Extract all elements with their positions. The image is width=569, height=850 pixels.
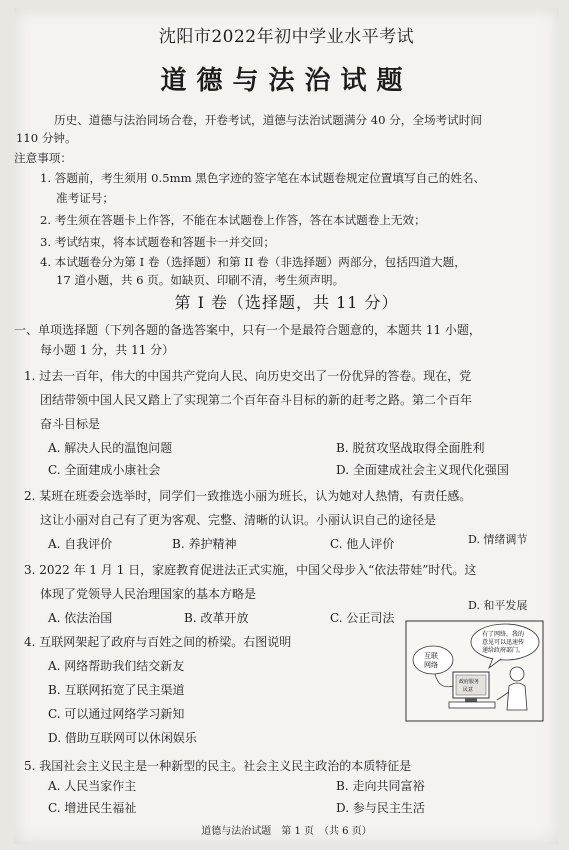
note-line-3: 2. 考生须在答题卡上作答，不能在本试题卷上作答，答在本试题卷上无效； xyxy=(40,213,426,227)
person-head xyxy=(510,667,524,681)
question-4-option-d: D. 借助互联网可以休闲娱乐 xyxy=(48,731,197,745)
internet-cloud xyxy=(413,646,453,674)
keyboard xyxy=(449,702,495,708)
page-footer: 道德与法治试题 第 1 页 （共 6 页） xyxy=(201,826,372,837)
question-3-line-1: 3. 2022 年 1 月 1 日，家庭教育促进法正式实施，中国父母步入“依法带娃”时代。这 xyxy=(24,563,477,577)
question-5-option-b: B. 走向共同富裕 xyxy=(336,779,425,793)
exam-page xyxy=(14,8,559,844)
screen-label-2: 民意 xyxy=(463,687,474,693)
notes-heading: 注意事项： xyxy=(14,151,72,165)
question-4-option-c: C. 可以通过网络学习新知 xyxy=(48,707,185,721)
question-3-line-2: 体现了党领导人民治理国家的基本方略是 xyxy=(40,587,257,601)
note-line-2: 准考证号； xyxy=(56,191,114,205)
question-1-line-2: 团结带领中国人民又踏上了实现第二个百年奋斗目标的新的赶考之路。第二个百年 xyxy=(40,393,473,407)
question-3-option-a: A. 依法治国 xyxy=(48,611,113,625)
note-line-1: 1. 答题前，考生须用 0.5mm 黑色字迹的签字笔在本试题卷规定位置填写自己的姓名、 xyxy=(40,171,486,185)
question-1-option-c: C. 全面建成小康社会 xyxy=(48,463,161,477)
bubble-line-3: 递给政府部门。 xyxy=(482,647,525,654)
question-4-line-1: 4. 互联网架起了政府与百姓之间的桥梁。右图说明 xyxy=(24,635,292,649)
section-instructions-2: 每小题 1 分，共 11 分） xyxy=(40,343,175,357)
question-2-option-c: C. 他人评价 xyxy=(330,537,395,551)
exam-name: 沈阳市2022年初中学业水平考试 xyxy=(158,27,415,47)
question-3-option-c: C. 公正司法 xyxy=(330,611,395,625)
section-instructions-1: 一、单项选择题（下列各题的备选答案中，只有一个是最符合题意的，本题共 11 小题， xyxy=(14,323,481,337)
monitor-stand xyxy=(465,698,477,702)
bubble-line-1: 有了网络，我的 xyxy=(482,631,525,638)
question-5-option-c: C. 增进民生福祉 xyxy=(48,801,137,815)
question-2-option-b: B. 养护精神 xyxy=(172,537,237,551)
question-4-option-a: A. 网络帮助我们结交新友 xyxy=(48,659,185,673)
question-2-option-a: A. 自我评价 xyxy=(48,537,113,551)
intro-line-1: 历史、道德与法治同场合卷，开卷考试，道德与法治试题满分 40 分，全场考试时间 xyxy=(54,113,482,127)
note-line-4: 3. 考试结束，将本试题卷和答题卡一并交回； xyxy=(40,235,276,249)
note-line-6: 17 道小题，共 6 页。如缺页、印刷不清，考生须声明。 xyxy=(56,273,345,287)
question-1-option-b: B. 脱贫攻坚战取得全面胜利 xyxy=(336,441,485,455)
question-1-option-a: A. 解决人民的温饱问题 xyxy=(48,441,173,455)
question-4-option-b: B. 互联网拓宽了民主渠道 xyxy=(48,683,185,697)
question-3-option-d: D. 和平发展 xyxy=(468,599,528,612)
question-2-line-2: 这让小丽对自己有了更为客观、完整、清晰的认识。小丽认识自己的途径是 xyxy=(40,513,437,527)
question-5-option-a: A. 人民当家作主 xyxy=(48,779,137,793)
question-5-option-d: D. 参与民主生活 xyxy=(336,801,425,815)
part1-heading: 第 I 卷（选择题，共 11 分） xyxy=(174,293,399,312)
question-2-line-1: 2. 某班在班委会选举时，同学们一致推选小丽为班长，认为她对人热情，有责任感。 xyxy=(24,489,472,503)
question-1-line-1: 1. 过去一百年，伟大的中国共产党向人民、向历史交出了一份优异的答卷。现在，党 xyxy=(24,369,472,383)
cloud-label-1: 互联 xyxy=(424,652,438,660)
question-1-line-3: 奋斗目标是 xyxy=(40,417,101,431)
question-3-option-b: B. 改革开放 xyxy=(184,611,249,625)
intro-line-2: 110 分钟。 xyxy=(16,131,77,145)
screen-label-1: 政府服务 xyxy=(459,679,480,685)
person-body xyxy=(507,683,527,710)
bubble-line-2: 意见可以迅速传 xyxy=(482,639,525,646)
cloud-label-2: 网络 xyxy=(424,661,438,669)
question-2-option-d: D. 情绪调节 xyxy=(468,533,528,546)
question-1-option-d: D. 全面建成社会主义现代化强国 xyxy=(336,463,509,477)
note-line-5: 4. 本试题卷分为第 I 卷（选择题）和第 II 卷（非选择题）两部分，包括四道大题， xyxy=(40,255,466,269)
exam-title: 道德与法治试题 xyxy=(160,66,413,96)
question-4-illustration xyxy=(405,620,544,722)
question-5-line-1: 5. 我国社会主义民主是一种新型的民主。社会主义民主政治的本质特征是 xyxy=(24,759,412,773)
